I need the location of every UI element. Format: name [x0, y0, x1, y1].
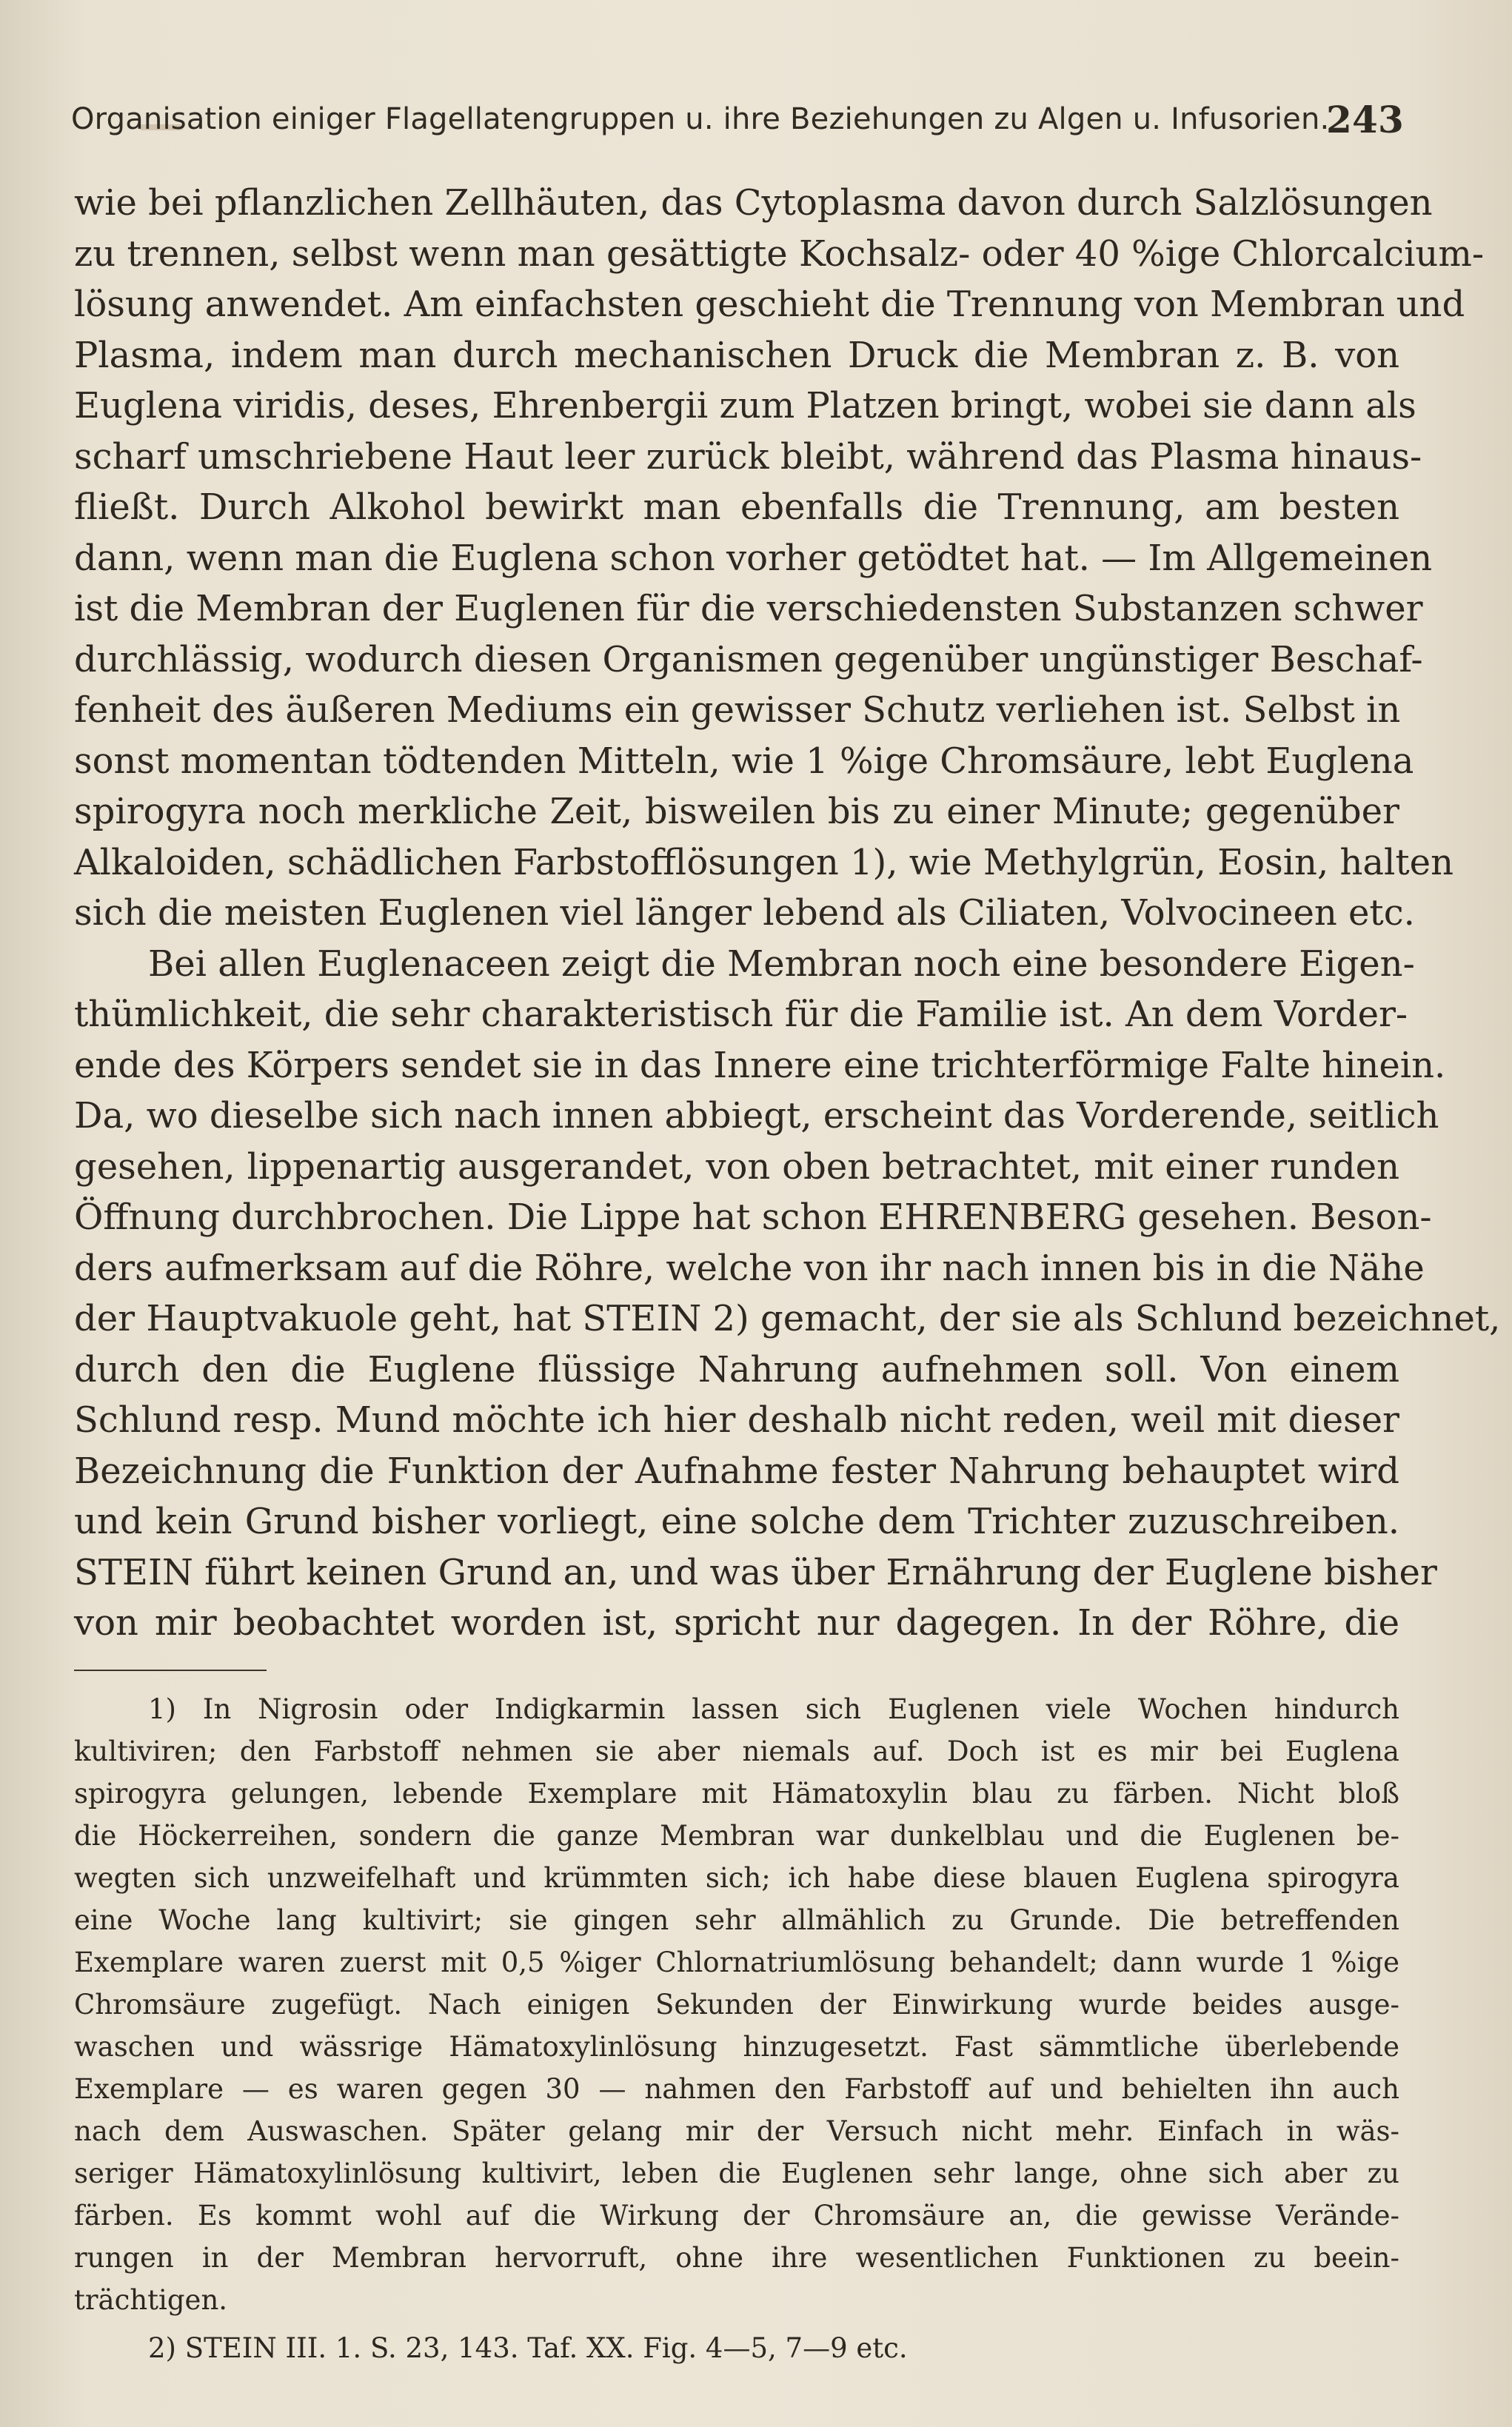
footnote-1-line: seriger Hämatoxylinlösung kultivirt, leben die Euglenen sehr lange, ohne sich aber zu [74, 2157, 1399, 2189]
page-number: 243 [1326, 98, 1404, 141]
body-line: fenheit des äußeren Mediums ein gewisser Schutz verliehen ist. Selbst in [74, 689, 1401, 731]
footnotes [74, 1688, 1399, 2369]
footnote-1-line: Exemplare waren zuerst mit 0,5 %iger Chlornatriumlösung behandelt; dann wurde 1 %ige [74, 1946, 1399, 1978]
footnote-1-line: waschen und wässrige Hämatoxylinlösung hinzugesetzt. Fast sämmtliche überlebende [74, 2031, 1399, 2063]
footnote-1-line: wegten sich unzweifelhaft und krümmten sich; ich habe diese blauen Euglena spirogyra [74, 1862, 1399, 1894]
footnote-1-line: kultiviren; den Farbstoff nehmen sie aber niemals auf. Doch ist es mir bei Euglena [74, 1735, 1399, 1767]
footnote-1-line: nach dem Auswaschen. Später gelang mir der Versuch nicht mehr. Einfach in wäs- [74, 2115, 1399, 2147]
body-line: Alkaloiden, schädlichen Farbstofflösungen 1), wie Methylgrün, Eosin, halten [74, 841, 1454, 883]
body-line: ist die Membran der Euglenen für die verschiedensten Substanzen schwer [74, 588, 1423, 629]
footnote-1-line: rungen in der Membran hervorruft, ohne ihre wesentlichen Funktionen zu beein- [74, 2242, 1399, 2274]
footnote-divider [74, 1670, 267, 1671]
footnote-1-line: spirogyra gelungen, lebende Exemplare mit Hämatoxylin blau zu färben. Nicht bloß [74, 1778, 1399, 1810]
body-line: sich die meisten Euglenen viel länger lebend als Ciliaten, Volvocineen etc. [74, 892, 1415, 934]
body-line: Schlund resp. Mund möchte ich hier deshalb nicht reden, weil mit dieser [74, 1399, 1399, 1441]
footnote-1-line: Exemplare — es waren gegen 30 — nahmen den Farbstoff auf und behielten ihn auch [74, 2073, 1399, 2105]
body-line: sonst momentan tödtenden Mitteln, wie 1 %ige Chromsäure, lebt Euglena [74, 740, 1414, 782]
footnote-1-line: färben. Es kommt wohl auf die Wirkung der Chromsäure an, die gewisse Verände- [74, 2200, 1399, 2232]
footnote-1-line: trächtigen. [74, 2284, 228, 2316]
body-line: der Hauptvakuole geht, hat STEIN 2) gemacht, der sie als Schlund bezeichnet, [74, 1298, 1501, 1339]
footnote-1-line: die Höckerreihen, sondern die ganze Membran war dunkelblau und die Euglenen be- [74, 1820, 1399, 1852]
body-line: durchlässig, wodurch diesen Organismen gegenüber ungünstiger Beschaf- [74, 638, 1423, 680]
body-line: Bezeichnung die Funktion der Aufnahme fester Nahrung behauptet wird [74, 1450, 1399, 1492]
footnote-1-line: 1) In Nigrosin oder Indigkarmin lassen sich Euglenen viele Wochen hindurch [148, 1693, 1399, 1725]
body-line: scharf umschriebene Haut leer zurück bleibt, während das Plasma hinaus- [74, 435, 1422, 478]
body-line: fließt. Durch Alkohol bewirkt man ebenfalls die Trennung, am besten [74, 486, 1399, 528]
running-header [71, 95, 1404, 154]
body-line: gesehen, lippenartig ausgerandet, von oben betrachtet, mit einer runden [74, 1145, 1399, 1188]
body-line: dann, wenn man die Euglena schon vorher getödtet hat. — Im Allgemeinen [74, 537, 1433, 579]
body-line: und kein Grund bisher vorliegt, eine solche dem Trichter zuzuschreiben. [74, 1501, 1399, 1542]
running-title: Organisation einiger Flagellatengruppen u. ihre Beziehungen zu Algen u. Infusorien. [71, 102, 1330, 136]
body-line: wie bei pflanzlichen Zellhäuten, das Cytoplasma davon durch Salzlösungen [74, 182, 1433, 224]
footnote-1-line: Chromsäure zugefügt. Nach einigen Sekunden der Einwirkung wurde beides ausge- [74, 1989, 1399, 2021]
paragraph-start-line: Bei allen Euglenaceen zeigt die Membran noch eine besondere Eigen- [148, 943, 1415, 985]
footnote-2: 2) STEIN III. 1. S. 23, 143. Taf. XX. Fig. 4—5, 7—9 etc. [148, 2332, 908, 2364]
body-line: Öffnung durchbrochen. Die Lippe hat schon EHRENBERG gesehen. Beson- [74, 1196, 1432, 1238]
body-line: Da, wo dieselbe sich nach innen abbiegt, erscheint das Vorderende, seitlich [74, 1095, 1439, 1136]
body-line: Euglena viridis, deses, Ehrenbergii zum Platzen bringt, wobei sie dann als [74, 385, 1416, 426]
body-line: thümlichkeit, die sehr charakteristisch für die Familie ist. An dem Vorder- [74, 994, 1408, 1035]
body-line: ders aufmerksam auf die Röhre, welche von ihr nach innen bis in die Nähe [74, 1247, 1425, 1289]
body-line: durch den die Euglene flüssige Nahrung aufnehmen soll. Von einem [74, 1348, 1399, 1390]
body-line: spirogyra noch merkliche Zeit, bisweilen bis zu einer Minute; gegenüber [74, 791, 1399, 832]
body-line: ende des Körpers sendet sie in das Innere eine trichterförmige Falte hinein. [74, 1044, 1446, 1086]
body-line: STEIN führt keinen Grund an, und was über Ernährung der Euglene bisher [74, 1551, 1437, 1593]
body-text [74, 178, 1501, 1649]
body-line: Plasma, indem man durch mechanischen Druck die Membran z. B. von [74, 334, 1399, 376]
body-line: von mir beobachtet worden ist, spricht nur dagegen. In der Röhre, die [74, 1602, 1399, 1644]
footnote-1-line: eine Woche lang kultivirt; sie gingen sehr allmählich zu Grunde. Die betreffenden [74, 1904, 1399, 1936]
body-line: zu trennen, selbst wenn man gesättigte Kochsalz- oder 40 %ige Chlorcalcium- [74, 232, 1485, 275]
body-line: lösung anwendet. Am einfachsten geschieht die Trennung von Membran und [74, 284, 1465, 325]
